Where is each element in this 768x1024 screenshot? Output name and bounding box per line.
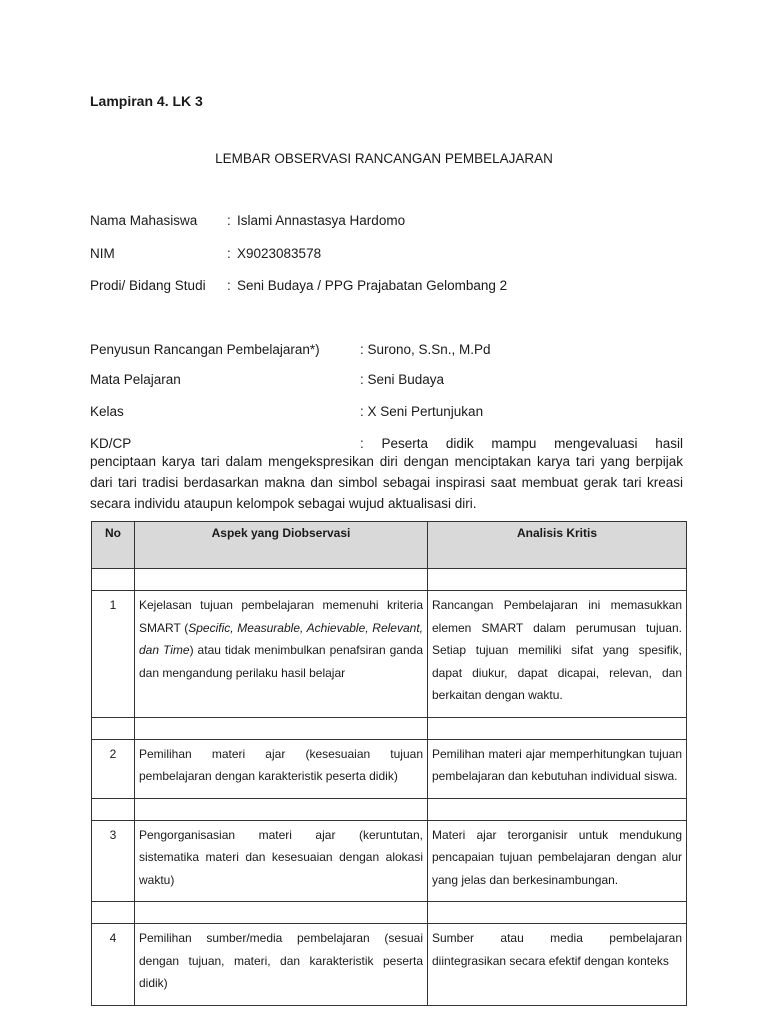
plan-label: Penyusun Rancangan Pembelajaran*) xyxy=(90,342,320,357)
row-analisis: Rancangan Pembelajaran ini memasukkan elemen SMART dalam perumusan tujuan. Setiap tujuan memiliki sifat yang spesifik, dapat diukur, dapat dicapai, relevan, dan berkaitan dengan waktu. xyxy=(428,591,687,718)
table-row xyxy=(92,924,687,1006)
table-spacer xyxy=(92,902,687,924)
row-analisis: Pemilihan materi ajar memperhitungkan tujuan pembelajaran dan kebutuhan individual siswa. xyxy=(428,739,687,798)
colon: : xyxy=(227,213,231,228)
colon: : xyxy=(227,278,231,293)
identity-value: Islami Annastasya Hardomo xyxy=(237,213,406,228)
kd-label: KD/CP xyxy=(90,436,132,451)
row-number: 1 xyxy=(92,591,135,718)
header-no: No xyxy=(92,522,135,569)
identity-label: Nama Mahasiswa xyxy=(90,213,198,228)
aspek-italic-text: Specific, Measurable, Achievable, Relevant, dan Time xyxy=(139,620,423,657)
identity-value: X9023083578 xyxy=(237,246,322,261)
table-spacer xyxy=(92,798,687,820)
colon: : xyxy=(227,246,231,261)
row-number: 4 xyxy=(92,924,135,1006)
plan-value: : Seni Budaya xyxy=(360,372,445,387)
observation-table xyxy=(91,521,687,1006)
row-aspek: Pemilihan sumber/media pembelajaran (sesuai dengan tujuan, materi, dan karakteristik peserta didik) xyxy=(135,924,428,1006)
row-number: 3 xyxy=(92,820,135,902)
header-analisis: Analisis Kritis xyxy=(428,522,687,569)
table-row xyxy=(92,591,687,718)
kd-first-line xyxy=(90,436,683,451)
aspek-text: Kejelasan tujuan pembelajaran memenuhi kriteria SMART ( xyxy=(139,598,423,635)
table-spacer xyxy=(92,569,687,591)
kd-first-text: : Peserta didik mampu mengevaluasi hasil xyxy=(360,436,683,451)
kd-body-text: penciptaan karya tari dalam mengekspresikan diri dengan menciptakan karya tari yang berpijak dari tari tradisi berdasarkan makna dan simbol sebagai inspirasi saat membuat gerak tari kreasi secara individu ataupun kelompok sebagai wujud aktualisasi diri. xyxy=(90,454,683,511)
row-analisis: Materi ajar terorganisir untuk mendukung pencapaian tujuan pembelajaran dengan alur yang jelas dan berkesinambungan. xyxy=(428,820,687,902)
table-row xyxy=(92,820,687,902)
row-analisis: Sumber atau media pembelajaran diintegrasikan secara efektif dengan konteks xyxy=(428,924,687,1006)
plan-value: : Surono, S.Sn., M.Pd xyxy=(360,342,491,357)
document-title: LEMBAR OBSERVASI RANCANGAN PEMBELAJARAN xyxy=(215,151,553,166)
identity-label: Prodi/ Bidang Studi xyxy=(90,278,206,293)
table-spacer xyxy=(92,717,687,739)
table-row xyxy=(92,739,687,798)
plan-label: Mata Pelajaran xyxy=(90,372,181,387)
row-aspek: Pemilihan materi ajar (kesesuaian tujuan pembelajaran dengan karakteristik peserta didik) xyxy=(135,739,428,798)
row-aspek: Pengorganisasian materi ajar (keruntutan, sistematika materi dan kesesuaian dengan alokasi waktu) xyxy=(135,820,428,902)
plan-value: : X Seni Pertunjukan xyxy=(360,404,484,419)
header-aspek: Aspek yang Diobservasi xyxy=(135,522,428,569)
identity-label: NIM xyxy=(90,246,115,261)
plan-label: Kelas xyxy=(90,404,124,419)
identity-value: Seni Budaya / PPG Prajabatan Gelombang 2 xyxy=(237,278,508,293)
table-header-row xyxy=(92,522,687,569)
row-aspek xyxy=(135,591,428,718)
row-number: 2 xyxy=(92,739,135,798)
aspek-text-end: ) atau tidak menimbulkan penafsiran ganda dan mengandung perilaku hasil belajar xyxy=(139,643,423,680)
attachment-label: Lampiran 4. LK 3 xyxy=(90,93,203,109)
kd-section xyxy=(90,436,683,514)
